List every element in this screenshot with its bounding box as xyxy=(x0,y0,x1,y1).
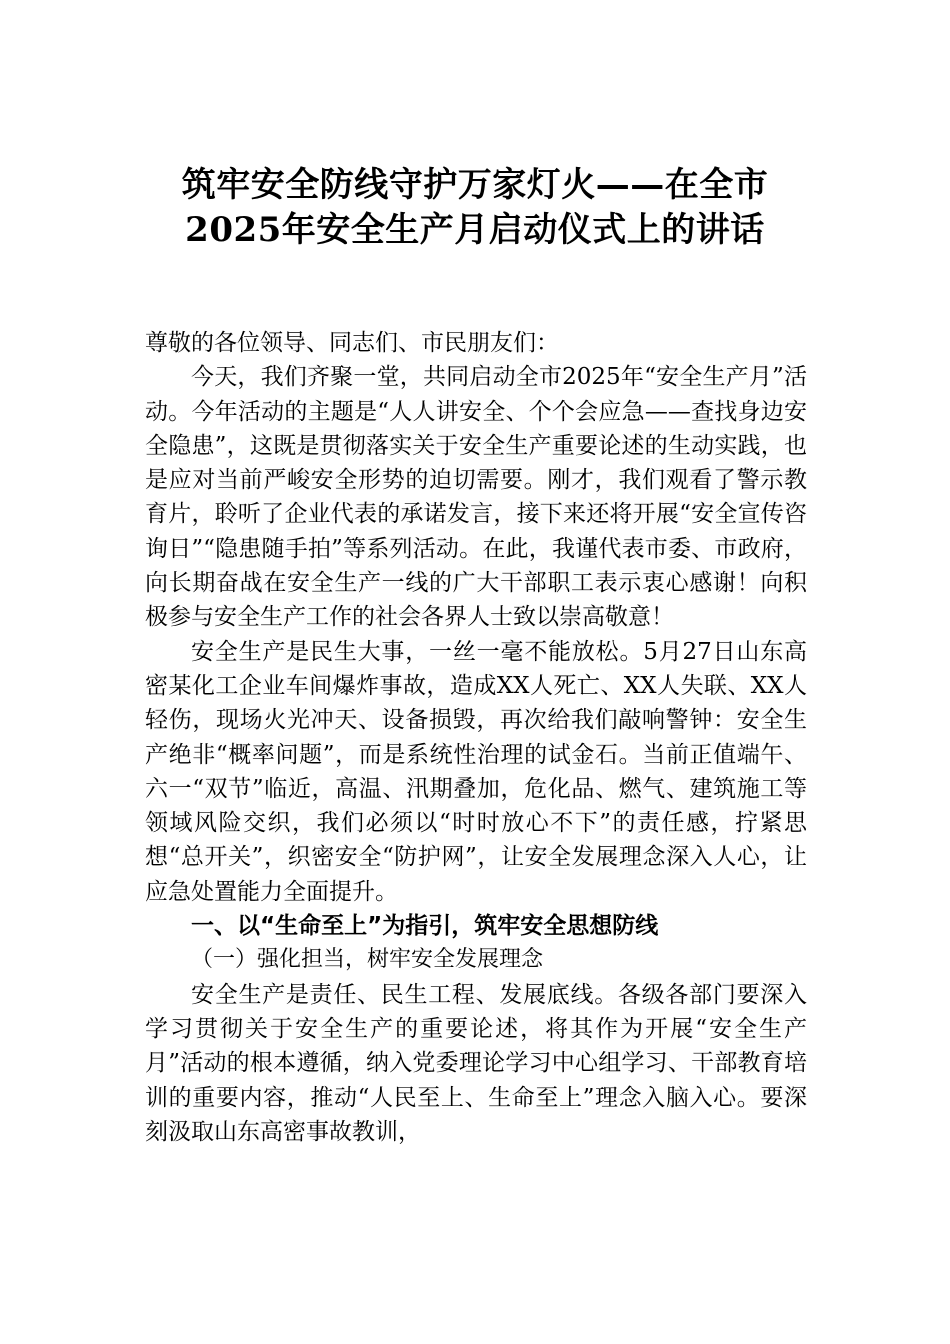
subsection-heading-1-1: （一）强化担当，树牢安全发展理念 xyxy=(191,947,544,973)
paragraph-accident: 安全生产是民生大事，一丝一毫不能放松。5月27日山东高密某化工企业车间爆炸事故，造成XX人死亡、XX人失联、XX人轻伤，现场火光冲天、设备损毁，再次给我们敲响警钟：安全生产绝非“概率问题”，而是系统性治理的试金石。当前正值端午、六一“双节”临近，高温、汛期叠加，危化品、燃气、建筑施工等领域风险交织，我们必须以“时时放心不下”的责任感，拧紧思想“总开关”，织密安全“防护网”，让安全发展理念深入人心，让应急处置能力全面提升。 xyxy=(145,638,807,905)
salutation: 尊敬的各位领导、同志们、市民朋友们： xyxy=(145,330,559,356)
paragraph-opening: 今天，我们齐聚一堂，共同启动全市2025年“安全生产月”活动。今年活动的主题是“人人讲安全、个个会应急——查找身边安全隐患”，这既是贯彻落实关于安全生产重要论述的生动实践，也是应对当前严峻安全形势的迫切需要。刚才，我们观看了警示教育片，聆听了企业代表的承诺发言，接下来还将开展“安全宣传咨询日”“隐患随手拍”等系列活动。在此，我谨代表市委、市政府，向长期奋战在安全生产一线的广大干部职工表示衷心感谢！向积极参与安全生产工作的社会各界人士致以崇高敬意！ xyxy=(145,364,807,631)
document-body xyxy=(145,326,807,1149)
section-heading-1: 一、以“生命至上”为指引，筑牢安全思想防线 xyxy=(191,913,659,940)
document-title-line2: 2025年安全生产月启动仪式上的讲话 xyxy=(185,210,765,250)
document-title-line1: 筑牢安全防线守护万家灯火——在全市 xyxy=(181,165,769,205)
paragraph-responsibility: 安全生产是责任、民生工程、发展底线。各级各部门要深入学习贯彻关于安全生产的重要论述，将其作为开展“安全生产月”活动的根本遵循，纳入党委理论学习中心组学习、干部教育培训的重要内容，推动“人民至上、生命至上”理念入脑入心。要深刻汲取山东高密事故教训， xyxy=(145,981,807,1145)
